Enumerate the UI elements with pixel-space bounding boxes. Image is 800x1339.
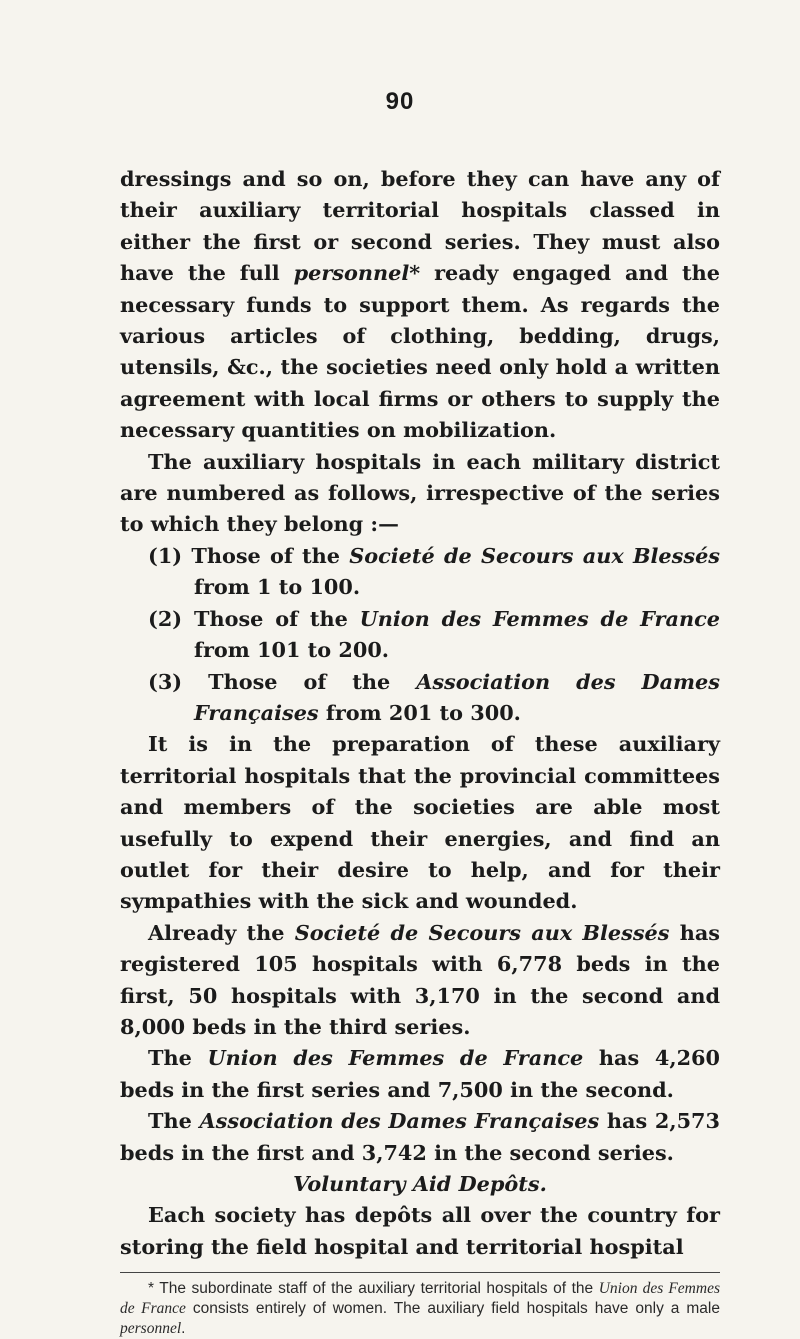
paragraph-5-post: has 4,260 beds in the first series and 7,500 in the second. <box>120 1045 720 1102</box>
paragraph-7: Each society has depôts all over the country for storing the field hospital and territorial hospital <box>120 1202 720 1259</box>
footnote-divider <box>120 1272 720 1273</box>
paragraph-2: The auxiliary hospitals in each military district are numbered as follows, irrespective of the series to which they belong :— <box>120 448 720 537</box>
society-name: Union des Femmes de France <box>359 605 720 631</box>
paragraph-4-pre: Already the <box>148 919 295 945</box>
list-item-number: (3) <box>148 668 183 694</box>
paragraph-4 <box>120 917 720 1043</box>
list-item-number: (1) <box>148 542 183 568</box>
page-body <box>120 163 720 1339</box>
paragraph-6-post: has 2,573 beds in the first and 3,742 in the second series. <box>120 1108 720 1165</box>
footnote-text-2: consists entirely of women. The auxiliary field hospitals have only a male <box>185 1300 720 1318</box>
footnote <box>120 1279 720 1339</box>
paragraph-6 <box>120 1105 720 1168</box>
list-item-2 <box>148 603 720 666</box>
personnel-term: personnel <box>120 1320 182 1338</box>
paragraph-6-pre: The <box>148 1108 200 1134</box>
list-item-1 <box>148 540 720 603</box>
list-item-post: from 101 to 200. <box>194 637 390 663</box>
paragraph-5-pre: The <box>148 1045 208 1071</box>
paragraph-3: It is in the preparation of these auxiliary territorial hospitals that the provincial committees and members of the societies are able most usefully to expend their energies, and find an outlet for their desire to help, and for their sympathies with the sick and wounded. <box>120 731 720 914</box>
society-name: Societé de Secours aux Blessés <box>294 919 670 945</box>
list-item-pre: Those of the <box>208 668 417 694</box>
paragraph-5 <box>120 1042 720 1105</box>
society-name: Association des Dames Françaises <box>194 668 720 725</box>
section-heading: Voluntary Aid Depôts. <box>293 1171 547 1196</box>
paragraph-1-text: dressings and so on, before they can have any of their auxiliary territorial hospitals classed in either the first or second series. They must also have the full <box>120 166 720 286</box>
list-item-post: from 201 to 300. <box>318 699 521 725</box>
society-name: Union des Femmes de France <box>120 1280 720 1318</box>
paragraph-1 <box>120 163 720 446</box>
list-item-3 <box>148 666 720 729</box>
list-item-post: from 1 to 100. <box>194 574 361 600</box>
list-item-number: (2) <box>148 605 183 631</box>
footnote-end: . <box>181 1320 186 1338</box>
paragraph-4-post: has registered 105 hospitals with 6,778 beds in the first, 50 hospitals with 3,170 in the second and 8,000 beds in the third series. <box>120 919 721 1039</box>
list-item-pre: Those of the <box>193 605 360 631</box>
footnote-text: * The subordinate staff of the auxiliary territorial hospitals of the <box>148 1280 599 1298</box>
paragraph-1-rest: ready engaged and the necessary funds to support them. As regards the various articles of clothing, bedding, drugs, utensils, &c., the societies need only hold a written agreement with local firms or others to supply the necessary quantities on mobilization. <box>120 260 720 443</box>
society-name: Union des Femmes de France <box>207 1045 584 1071</box>
society-name: Societé de Secours aux Blessés <box>349 542 721 568</box>
page-number: 90 <box>385 88 415 115</box>
list-item-pre: Those of the <box>191 542 350 568</box>
personnel-term: personnel* <box>293 260 421 286</box>
society-name: Association des Dames Françaises <box>199 1108 600 1134</box>
